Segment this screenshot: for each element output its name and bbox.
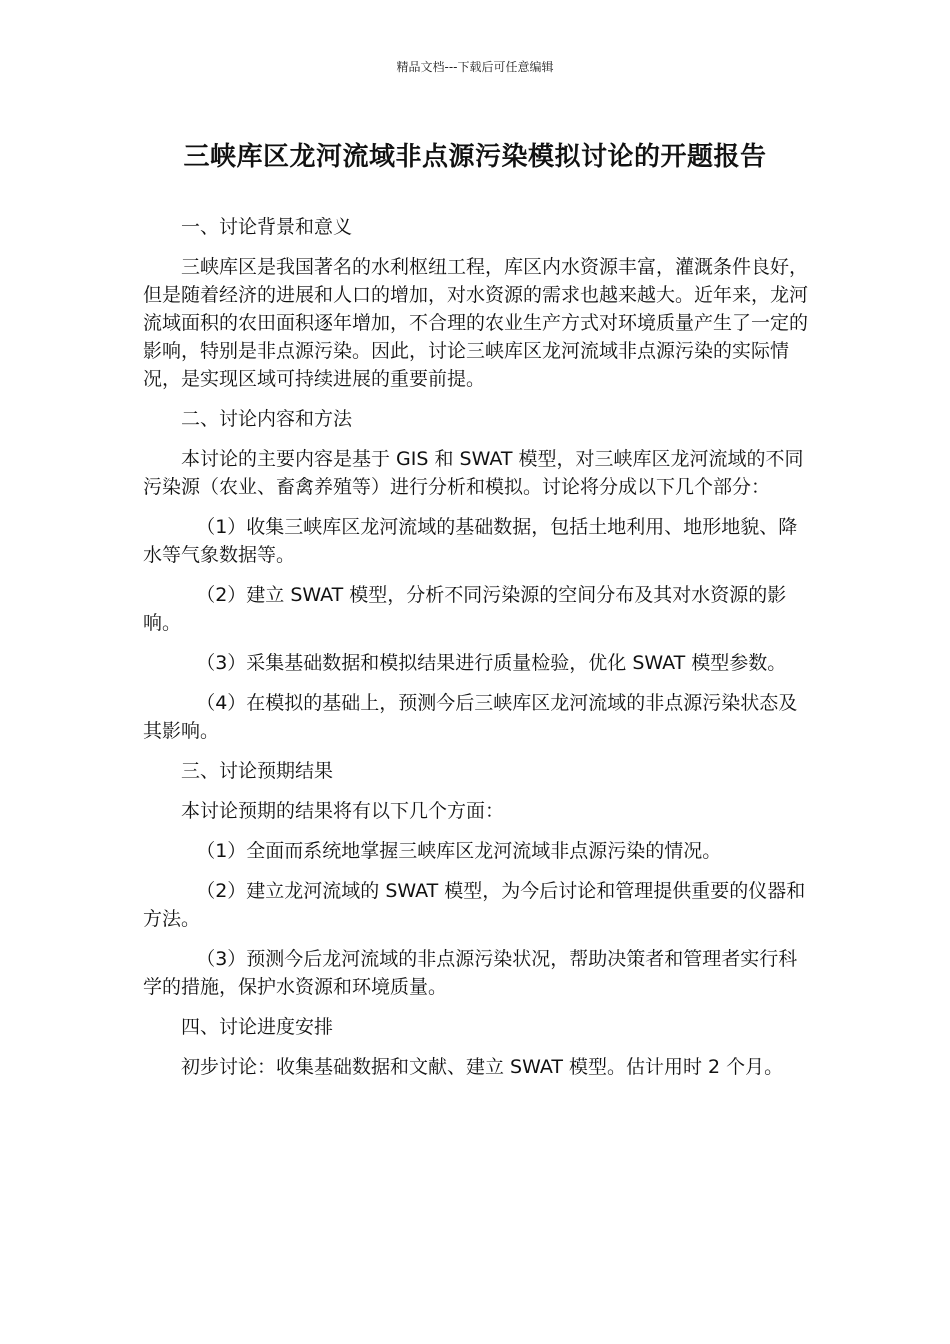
paragraph-content-intro: 本讨论的主要内容是基于 GIS 和 SWAT 模型，对三峡库区龙河流域的不同污染源（农业、畜禽养殖等）进行分析和模拟。讨论将分成以下几个部分： bbox=[143, 448, 804, 498]
section-heading-content-methods: 二、讨论内容和方法 bbox=[181, 408, 353, 430]
list-item: （3）预测今后龙河流域的非点源污染状况，帮助决策者和管理者实行科学的措施，保护水资源和环境质量。 bbox=[143, 948, 798, 998]
list-item: （2）建立龙河流域的 SWAT 模型，为今后讨论和管理提供重要的仪器和方法。 bbox=[143, 880, 806, 930]
document-title: 三峡库区龙河流域非点源污染模拟讨论的开题报告 bbox=[183, 142, 767, 172]
section-heading-schedule: 四、讨论进度安排 bbox=[181, 1016, 334, 1038]
header-note: 精品文档---下载后可任意编辑 bbox=[396, 60, 554, 74]
section-heading-background: 一、讨论背景和意义 bbox=[181, 216, 353, 238]
list-item: （4）在模拟的基础上，预测今后三峡库区龙河流域的非点源污染状态及其影响。 bbox=[143, 692, 798, 742]
section-heading-expected-results: 三、讨论预期结果 bbox=[181, 760, 334, 782]
document-body bbox=[143, 213, 815, 1093]
list-item: （1）收集三峡库区龙河流域的基础数据，包括土地利用、地形地貌、降水等气象数据等。 bbox=[143, 516, 798, 566]
list-item: （2）建立 SWAT 模型，分析不同污染源的空间分布及其对水资源的影响。 bbox=[143, 584, 787, 634]
paragraph-background: 三峡库区是我国著名的水利枢纽工程，库区内水资源丰富，灌溉条件良好，但是随着经济的进展和人口的增加，对水资源的需求也越来越大。近年来，龙河流域面积的农田面积逐年增加，不合理的农业生产方式对环境质量产生了一定的影响，特别是非点源污染。因此，讨论三峡库区龙河流域非点源污染的实际情况，是实现区域可持续进展的重要前提。 bbox=[143, 256, 809, 390]
paragraph-results-intro: 本讨论预期的结果将有以下几个方面： bbox=[181, 800, 505, 822]
list-item: （3）采集基础数据和模拟结果进行质量检验，优化 SWAT 模型参数。 bbox=[196, 652, 787, 674]
list-item: （1）全面而系统地掌握三峡库区龙河流域非点源污染的情况。 bbox=[196, 840, 722, 862]
paragraph-schedule: 初步讨论：收集基础数据和文献、建立 SWAT 模型。估计用时 2 个月。 bbox=[181, 1056, 784, 1078]
